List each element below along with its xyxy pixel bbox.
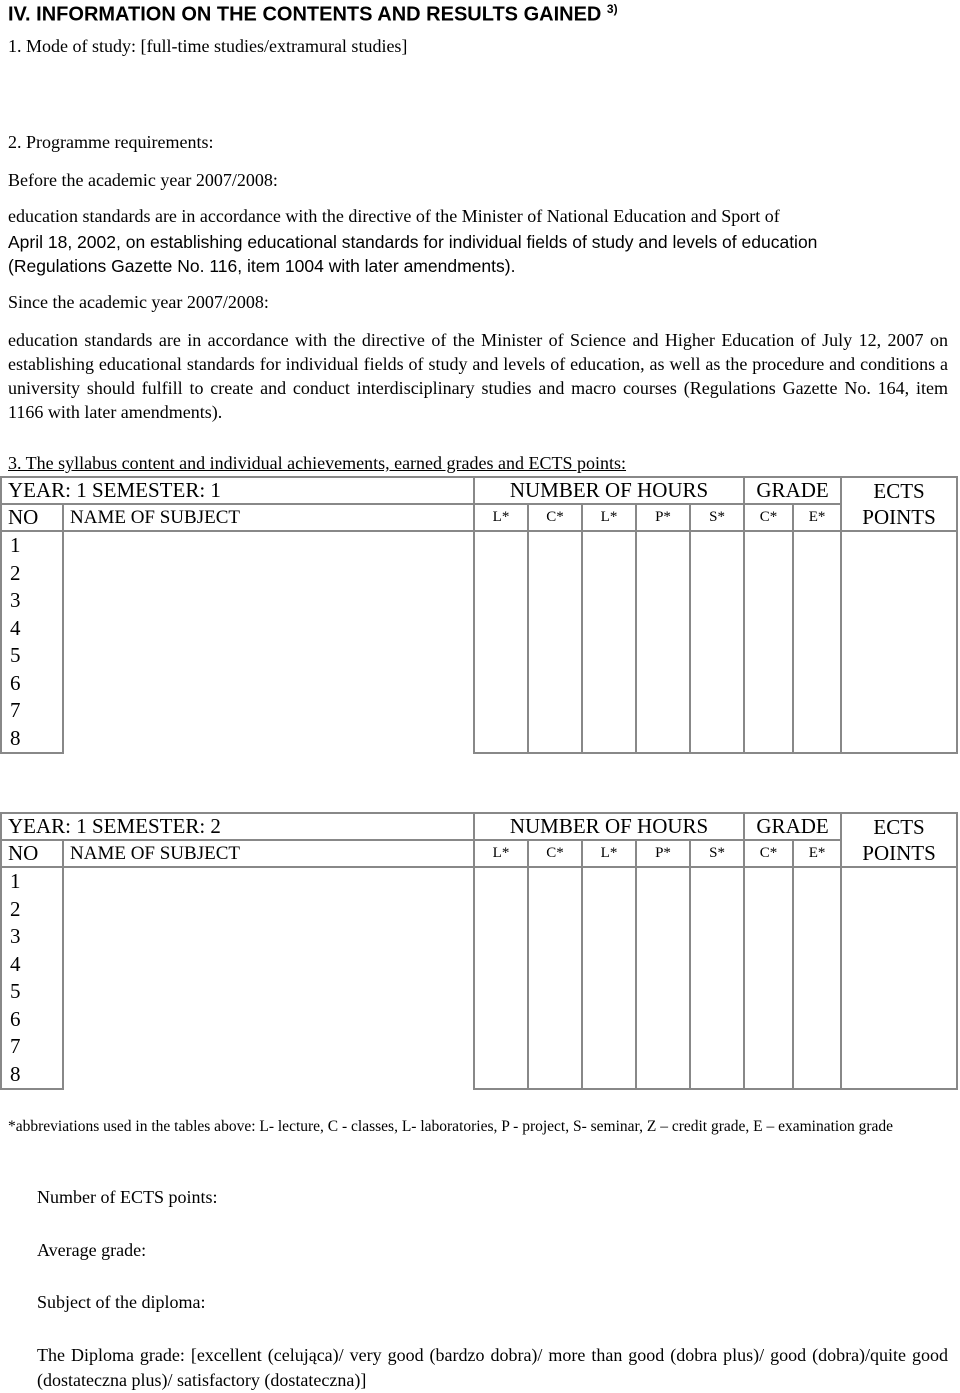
sub-header: L* <box>474 504 528 531</box>
grade-header: GRADE <box>744 813 841 840</box>
programme-requirements-label: 2. Programme requirements: <box>8 132 214 152</box>
abbreviations-footnote: *abbreviations used in the tables above: L- lecture, C - classes, L- laboratories, P - project, S- seminar, Z – credit grade, E – examination grade <box>8 1118 894 1135</box>
row-number: 8 <box>1 725 63 754</box>
subject-header: NAME OF SUBJECT <box>63 504 474 531</box>
sub-header: L* <box>474 840 528 867</box>
ects-cell[interactable] <box>841 531 957 753</box>
syllabus-heading: 3. The syllabus content and individual achievements, earned grades and ECTS points: <box>8 453 627 473</box>
ects-points-header: POINTS <box>841 504 957 531</box>
hours-cell[interactable] <box>690 531 744 753</box>
sub-header: C* <box>528 504 582 531</box>
section-heading: IV. INFORMATION ON THE CONTENTS AND RESULTS GAINED $^{3)}$ <box>8 2 618 26</box>
hours-cell[interactable] <box>690 867 744 1089</box>
hours-cell[interactable] <box>528 867 582 1089</box>
grade-cell[interactable] <box>793 531 841 753</box>
row-number: 3 <box>1 923 63 951</box>
since-paragraph: education standards are in accordance with the directive of the Minister of Science and Higher Education of July 12, 2007 on establishing educational standards for individual fields of study and levels of education, as well as the procedure and conditions a university should fulfill to create and conduct interdisciplinary studies and macro courses (Regulations Gazette No. 164, item 1166 with later amendments). <box>8 330 948 422</box>
ects-header: ECTS <box>841 477 957 504</box>
row-number: 6 <box>1 670 63 698</box>
diploma-subject-field: Subject of the diploma: <box>37 1292 206 1312</box>
since-year-label: Since the academic year 2007/2008: <box>8 292 269 312</box>
no-header: NO <box>1 504 63 531</box>
hours-header: NUMBER OF HOURS <box>474 813 744 840</box>
year-semester-label: YEAR: 1 SEMESTER: 2 <box>1 813 474 840</box>
sub-header: S* <box>690 840 744 867</box>
ects-points-header: POINTS <box>841 840 957 867</box>
row-number: 1 <box>1 531 63 560</box>
row-number: 8 <box>1 1061 63 1090</box>
sub-header: E* <box>793 840 841 867</box>
grade-cell[interactable] <box>744 867 793 1089</box>
row-number: 5 <box>1 978 63 1006</box>
no-header: NO <box>1 840 63 867</box>
sub-header: P* <box>636 504 690 531</box>
heading-footnote-ref: 3) <box>606 2 618 16</box>
row-number: 4 <box>1 615 63 643</box>
mode-of-study: 1. Mode of study: [full-time studies/extramural studies] <box>8 36 408 56</box>
sub-header: C* <box>528 840 582 867</box>
before-paragraph-line-1: education standards are in accordance with the directive of the Minister of National Education and Sport of <box>8 206 780 226</box>
before-paragraph-line-2: April 18, 2002, on establishing educational standards for individual fields of study and levels of education <box>8 232 818 252</box>
subject-cell[interactable] <box>63 867 474 1089</box>
sub-header: C* <box>744 504 793 531</box>
ects-header: ECTS <box>841 813 957 840</box>
hours-cell[interactable] <box>636 867 690 1089</box>
row-number: 3 <box>1 587 63 615</box>
grade-cell[interactable] <box>744 531 793 753</box>
syllabus-table-semester-1 <box>0 476 958 754</box>
hours-cell[interactable] <box>474 531 528 753</box>
hours-cell[interactable] <box>474 867 528 1089</box>
sub-header: P* <box>636 840 690 867</box>
subject-header: NAME OF SUBJECT <box>63 840 474 867</box>
hours-cell[interactable] <box>636 531 690 753</box>
subject-cell[interactable] <box>63 531 474 753</box>
sub-header: L* <box>582 504 636 531</box>
row-number: 1 <box>1 867 63 896</box>
year-semester-label: YEAR: 1 SEMESTER: 1 <box>1 477 474 504</box>
hours-cell[interactable] <box>528 531 582 753</box>
ects-points-field: Number of ECTS points: <box>37 1187 218 1207</box>
ects-cell[interactable] <box>841 867 957 1089</box>
sub-header: E* <box>793 504 841 531</box>
before-year-label: Before the academic year 2007/2008: <box>8 170 278 190</box>
syllabus-table-semester-2 <box>0 812 958 1090</box>
row-number: 6 <box>1 1006 63 1034</box>
hours-cell[interactable] <box>582 531 636 753</box>
row-number: 7 <box>1 697 63 725</box>
sub-header: L* <box>582 840 636 867</box>
diploma-grade-text: The Diploma grade: [excellent (celująca)/ very good (bardzo dobra)/ more than good (dobra plus)/ good (dobra)/quite good (dostateczna plus)/ satisfactory (dostateczna)] <box>37 1345 948 1390</box>
hours-header: NUMBER OF HOURS <box>474 477 744 504</box>
grade-header: GRADE <box>744 477 841 504</box>
before-paragraph-line-3: (Regulations Gazette No. 116, item 1004 with later amendments). <box>8 256 516 276</box>
row-number: 2 <box>1 560 63 588</box>
average-grade-field: Average grade: <box>37 1240 147 1260</box>
row-number: 4 <box>1 951 63 979</box>
grade-cell[interactable] <box>793 867 841 1089</box>
sub-header: C* <box>744 840 793 867</box>
sub-header: S* <box>690 504 744 531</box>
row-number: 7 <box>1 1033 63 1061</box>
row-number: 2 <box>1 896 63 924</box>
hours-cell[interactable] <box>582 867 636 1089</box>
row-number: 5 <box>1 642 63 670</box>
